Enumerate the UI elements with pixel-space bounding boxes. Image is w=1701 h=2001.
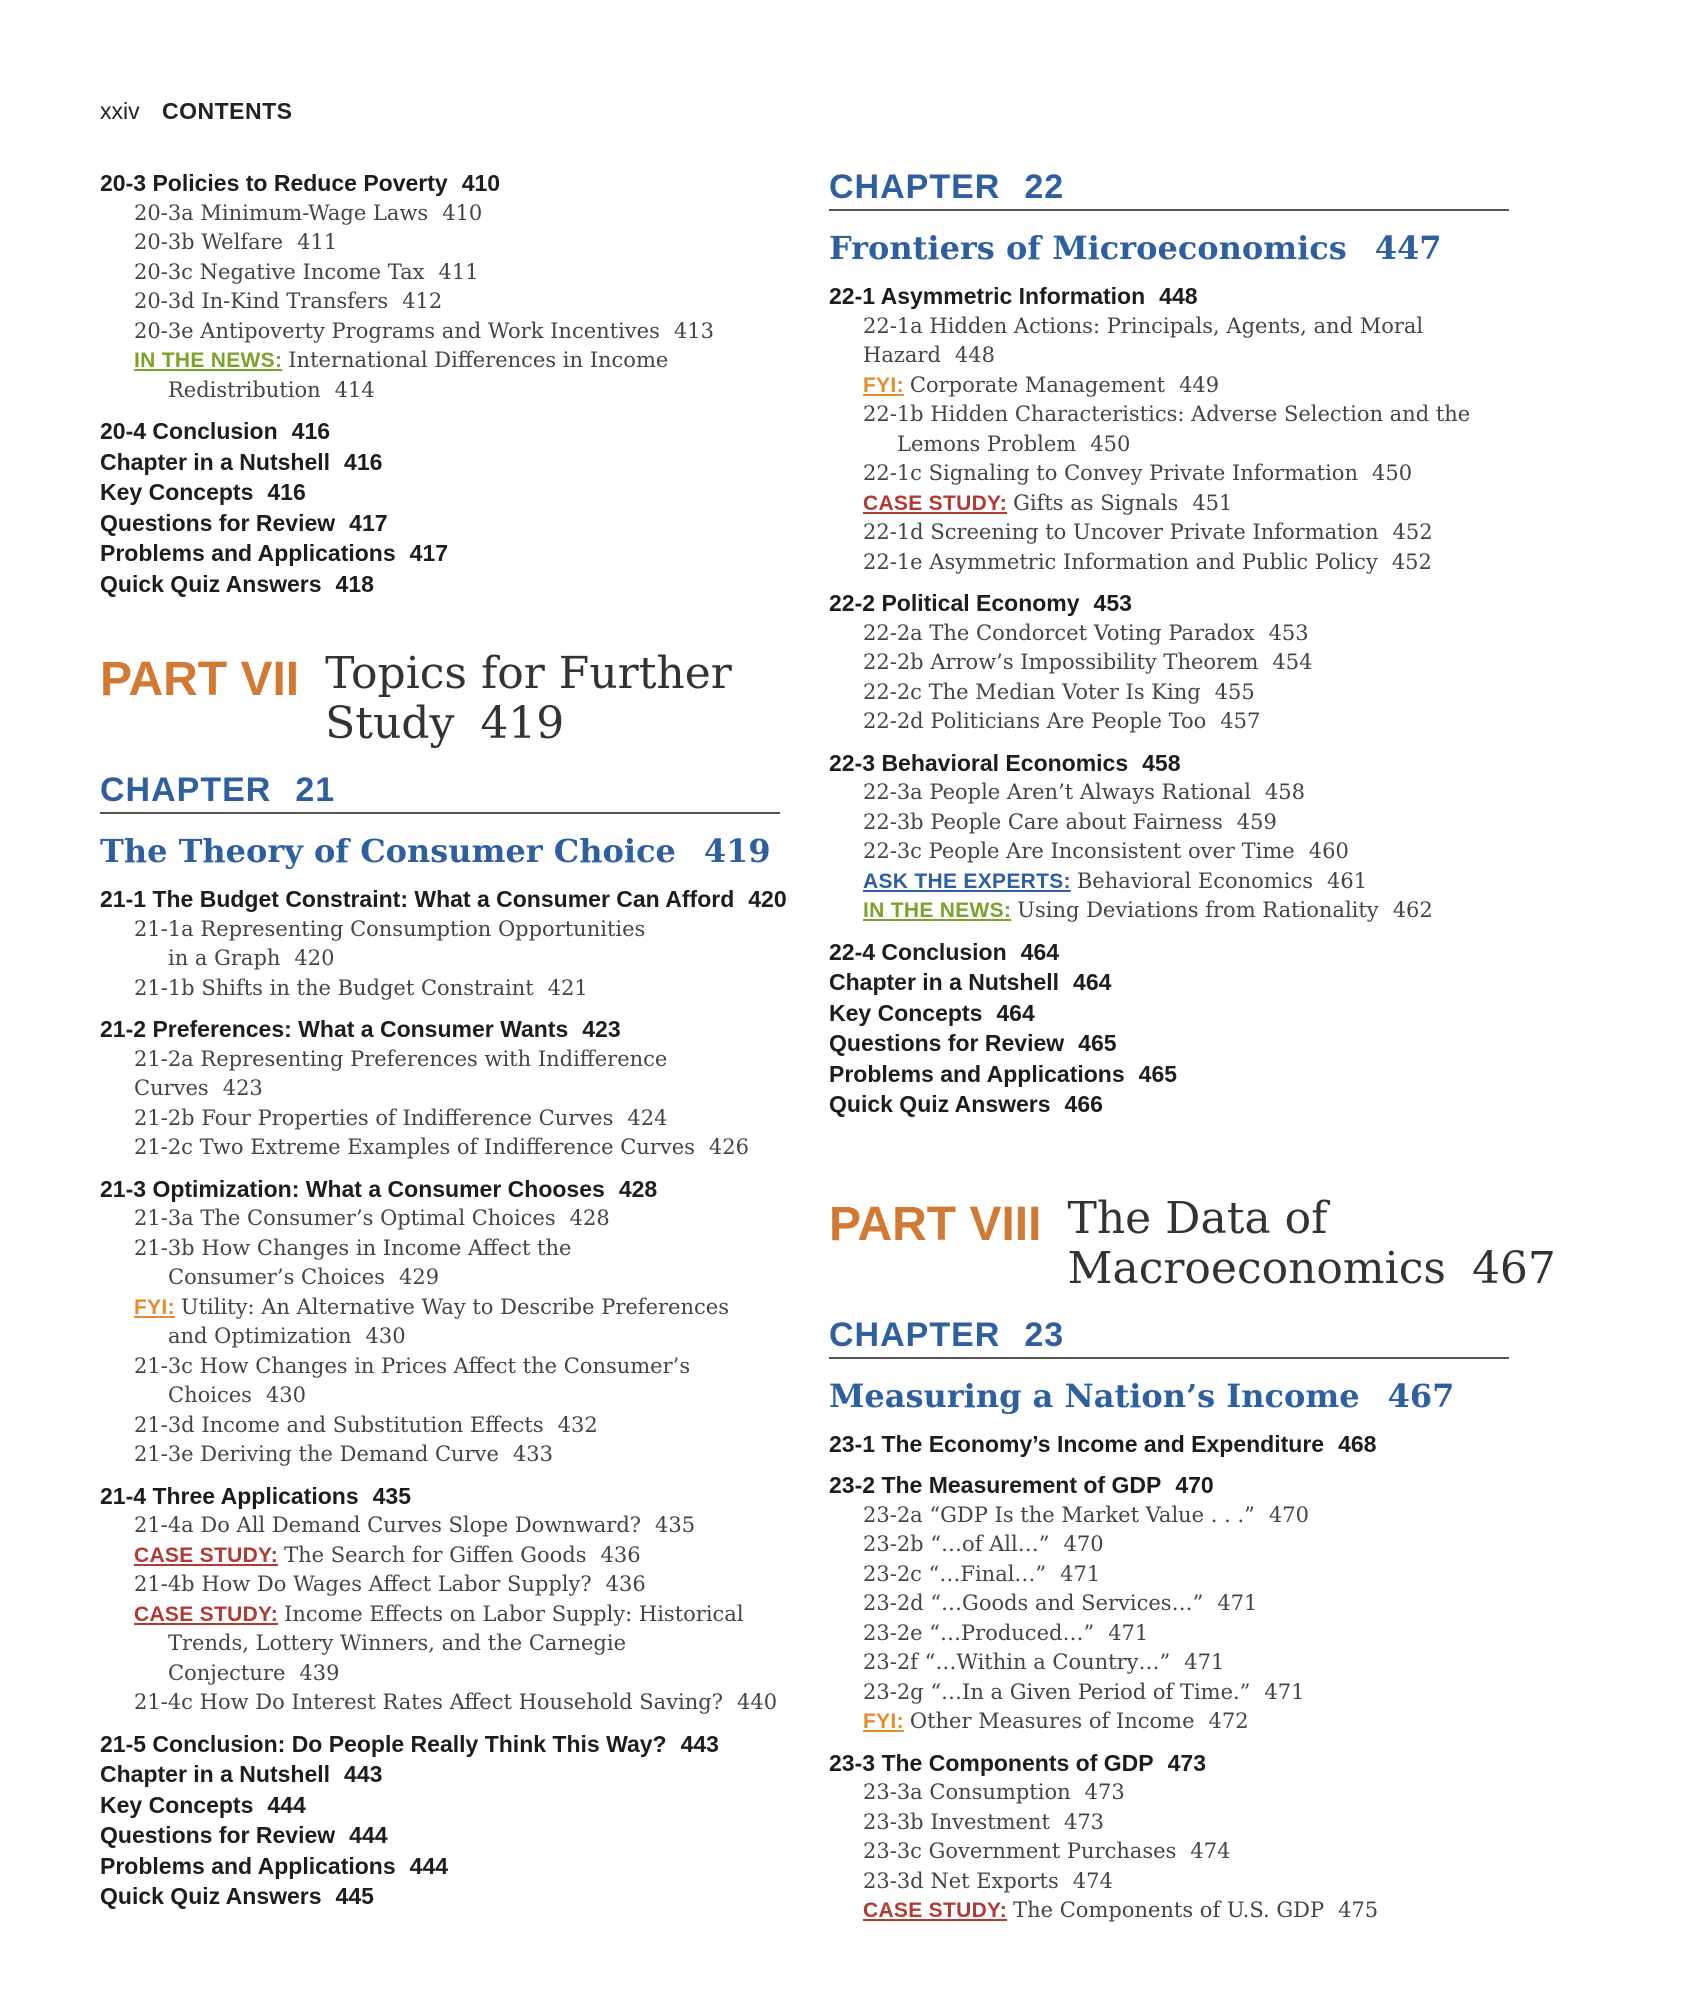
toc-subsection[interactable]: 22-1a Hidden Actions: Principals, Agents, and Moral Hazard 448 bbox=[863, 313, 1424, 367]
toc-section[interactable]: 23-3 The Components of GDP 473 bbox=[829, 1749, 1206, 1776]
toc-continuation: Conjecture 439 bbox=[168, 1660, 340, 1685]
toc-feature-case[interactable]: CASE STUDY: Income Effects on Labor Supply: Historical bbox=[134, 1601, 744, 1626]
toc-subsection[interactable]: 21-3c How Changes in Prices Affect the Consumer’s bbox=[134, 1353, 691, 1378]
toc-subsection[interactable]: 23-2a “GDP Is the Market Value . . .” 470 bbox=[863, 1502, 1309, 1527]
part-title: The Data of Macroeconomics 467 bbox=[1067, 1192, 1556, 1294]
toc-subsection[interactable]: 20-3d In-Kind Transfers 412 bbox=[134, 289, 443, 313]
toc-end-item[interactable]: Problems and Applications 417 bbox=[100, 540, 449, 566]
toc-continuation: Redistribution 414 bbox=[168, 377, 375, 402]
fyi-tag: FYI: bbox=[134, 1295, 175, 1319]
right-column bbox=[829, 168, 1556, 1926]
toc-section[interactable]: 21-4 Three Applications 435 bbox=[100, 1482, 411, 1509]
toc-subsection[interactable]: 23-2g “…In a Given Period of Time.” 471 bbox=[863, 1679, 1305, 1704]
toc-section[interactable]: 23-2 The Measurement of GDP 470 bbox=[829, 1472, 1214, 1498]
toc-subsection[interactable]: 22-3a People Aren’t Always Rational 458 bbox=[863, 780, 1306, 804]
toc-subsection[interactable]: 23-3d Net Exports 474 bbox=[863, 1868, 1113, 1893]
toc-subsection[interactable]: 23-2e “…Produced…” 471 bbox=[863, 1620, 1149, 1645]
toc-continuation: in a Graph 420 bbox=[168, 946, 335, 970]
left-column bbox=[100, 168, 790, 1912]
in-the-news-tag: IN THE NEWS: bbox=[134, 349, 283, 372]
toc-section[interactable]: 21-2 Preferences: What a Consumer Wants 423 bbox=[100, 1016, 621, 1042]
toc-subsection[interactable]: 23-2c “…Final…” 471 bbox=[863, 1561, 1101, 1586]
chapter-label: CHAPTER 23 bbox=[829, 1316, 1509, 1359]
toc-feature-news[interactable]: IN THE NEWS: Using Deviations from Rationality 462 bbox=[863, 898, 1433, 922]
toc-end-item[interactable]: Key Concepts 444 bbox=[100, 1791, 306, 1818]
toc-end-item[interactable]: Quick Quiz Answers 418 bbox=[100, 570, 374, 597]
toc-section[interactable]: 21-3 Optimization: What a Consumer Chooses 428 bbox=[100, 1175, 658, 1202]
toc-subsection[interactable]: 23-3b Investment 473 bbox=[863, 1809, 1105, 1834]
toc-subsection[interactable]: 22-1e Asymmetric Information and Public Policy 452 bbox=[863, 549, 1432, 574]
toc-subsection[interactable]: 21-3b How Changes in Income Affect the bbox=[134, 1235, 572, 1260]
part-label: PART VII bbox=[100, 653, 300, 706]
toc-end-item[interactable]: Problems and Applications 444 bbox=[100, 1852, 449, 1879]
toc-subsection[interactable]: 21-3e Deriving the Demand Curve 433 bbox=[134, 1442, 553, 1466]
toc-subsection[interactable]: 22-2a The Condorcet Voting Paradox 453 bbox=[863, 620, 1309, 645]
toc-subsection[interactable]: 21-2a Representing Preferences with Indifference Curves 423 bbox=[134, 1046, 668, 1100]
fyi-tag: FYI: bbox=[863, 1710, 904, 1733]
toc-feature-case[interactable]: CASE STUDY: The Search for Giffen Goods 436 bbox=[134, 1542, 641, 1567]
toc-feature-case[interactable]: CASE STUDY: The Components of U.S. GDP 475 bbox=[863, 1898, 1379, 1922]
toc-subsection[interactable]: 21-4b How Do Wages Affect Labor Supply? 436 bbox=[134, 1572, 646, 1596]
toc-end-item[interactable]: Key Concepts 416 bbox=[100, 479, 306, 505]
toc-continuation: and Optimization 430 bbox=[168, 1324, 406, 1348]
toc-subsection[interactable]: 20-3a Minimum-Wage Laws 410 bbox=[134, 200, 483, 225]
case-study-tag: CASE STUDY: bbox=[134, 1602, 279, 1626]
toc-subsection[interactable]: 21-2b Four Properties of Indifference Curves 424 bbox=[134, 1105, 668, 1130]
toc-continuation: Choices 430 bbox=[168, 1383, 307, 1407]
page-number: xxiv bbox=[100, 98, 140, 124]
chapter-label: CHAPTER 22 bbox=[829, 168, 1509, 211]
toc-subsection[interactable]: 20-3c Negative Income Tax 411 bbox=[134, 259, 479, 284]
toc-feature-ask[interactable]: ASK THE EXPERTS: Behavioral Economics 461 bbox=[863, 868, 1368, 893]
toc-subsection[interactable]: 23-3c Government Purchases 474 bbox=[863, 1839, 1231, 1863]
toc-end-item[interactable]: Questions for Review 465 bbox=[829, 1030, 1117, 1056]
toc-end-item[interactable]: 22-4 Conclusion 464 bbox=[829, 938, 1060, 965]
part-label: PART VIII bbox=[829, 1197, 1042, 1251]
toc-continuation: Lemons Problem 450 bbox=[897, 431, 1131, 456]
toc-end-item[interactable]: Chapter in a Nutshell 416 bbox=[100, 448, 383, 475]
toc-subsection[interactable]: 22-1d Screening to Uncover Private Information 452 bbox=[863, 520, 1433, 544]
toc-end-item[interactable]: Questions for Review 417 bbox=[100, 509, 388, 536]
toc-end-item[interactable]: 21-5 Conclusion: Do People Really Think This Way? 443 bbox=[100, 1730, 719, 1757]
case-study-tag: CASE STUDY: bbox=[134, 1543, 279, 1567]
toc-subsection[interactable]: 22-3b People Care about Fairness 459 bbox=[863, 809, 1277, 834]
toc-subsection[interactable]: 23-2f “…Within a Country…” 471 bbox=[863, 1650, 1225, 1674]
toc-subsection[interactable]: 20-3b Welfare 411 bbox=[134, 230, 338, 254]
chapter-label: CHAPTER 21 bbox=[100, 771, 780, 814]
toc-end-item[interactable]: 20-4 Conclusion 416 bbox=[100, 418, 331, 444]
chapter-title[interactable]: Measuring a Nation’s Income 467 bbox=[829, 1376, 1455, 1415]
toc-subsection[interactable]: 23-2b “…of All…” 470 bbox=[863, 1532, 1104, 1556]
toc-section[interactable]: 22-1 Asymmetric Information 448 bbox=[829, 283, 1198, 309]
toc-section[interactable]: 22-3 Behavioral Economics 458 bbox=[829, 749, 1181, 776]
toc-feature-case[interactable]: CASE STUDY: Gifts as Signals 451 bbox=[863, 490, 1233, 515]
part-heading bbox=[829, 1192, 1556, 1294]
toc-feature-news[interactable]: IN THE NEWS: International Differences in Income bbox=[134, 348, 669, 372]
toc-subsection[interactable]: 23-3a Consumption 473 bbox=[863, 1780, 1125, 1804]
toc-end-item[interactable]: Key Concepts 464 bbox=[829, 999, 1035, 1026]
toc-feature-fyi[interactable]: FYI: Other Measures of Income 472 bbox=[863, 1709, 1249, 1733]
toc-subsection[interactable]: 21-1b Shifts in the Budget Constraint 421 bbox=[134, 975, 588, 1000]
toc-end-item[interactable]: Chapter in a Nutshell 464 bbox=[829, 969, 1112, 995]
fyi-tag: FYI: bbox=[863, 373, 904, 397]
toc-end-item[interactable]: Problems and Applications 465 bbox=[829, 1060, 1178, 1087]
toc-subsection[interactable]: 22-2b Arrow’s Impossibility Theorem 454 bbox=[863, 650, 1313, 674]
part-heading bbox=[100, 649, 790, 749]
part-title: Topics for Further Study 419 bbox=[325, 648, 732, 749]
ask-the-experts-tag: ASK THE EXPERTS: bbox=[863, 869, 1071, 893]
toc-end-item[interactable]: Questions for Review 444 bbox=[100, 1822, 388, 1848]
toc-section[interactable]: 23-1 The Economy’s Income and Expenditure 468 bbox=[829, 1430, 1377, 1457]
toc-end-item[interactable]: Quick Quiz Answers 466 bbox=[829, 1091, 1103, 1117]
toc-subsection[interactable]: 22-1c Signaling to Convey Private Information 450 bbox=[863, 461, 1413, 485]
toc-subsection[interactable]: 21-4a Do All Demand Curves Slope Downward? 435 bbox=[134, 1513, 696, 1537]
in-the-news-tag: IN THE NEWS: bbox=[863, 899, 1012, 922]
toc-subsection[interactable]: 22-3c People Are Inconsistent over Time 460 bbox=[863, 839, 1349, 863]
page-header bbox=[100, 98, 293, 125]
toc-continuation: Trends, Lottery Winners, and the Carnegie bbox=[168, 1631, 627, 1655]
chapter-title[interactable]: The Theory of Consumer Choice 419 bbox=[100, 832, 771, 870]
toc-subsection[interactable]: 22-2c The Median Voter Is King 455 bbox=[863, 679, 1255, 704]
toc-section[interactable]: 22-2 Political Economy 453 bbox=[829, 590, 1132, 616]
toc-subsection[interactable]: 23-2d “…Goods and Services…” 471 bbox=[863, 1591, 1258, 1615]
toc-subsection[interactable]: 21-3d Income and Substitution Effects 432 bbox=[134, 1412, 598, 1437]
toc-feature-fyi[interactable]: FYI: Corporate Management 449 bbox=[863, 372, 1220, 397]
toc-subsection[interactable]: 22-2d Politicians Are People Too 457 bbox=[863, 709, 1261, 733]
toc-subsection[interactable]: 21-1a Representing Consumption Opportunities bbox=[134, 916, 646, 941]
page-title: CONTENTS bbox=[162, 98, 293, 124]
case-study-tag: CASE STUDY: bbox=[863, 491, 1008, 515]
toc-continuation: Consumer’s Choices 429 bbox=[168, 1265, 440, 1289]
toc-subsection[interactable]: 21-4c How Do Interest Rates Affect Household Saving? 440 bbox=[134, 1690, 778, 1714]
toc-subsection[interactable]: 22-1b Hidden Characteristics: Adverse Selection and the bbox=[863, 402, 1471, 426]
toc-section[interactable]: 21-1 The Budget Constraint: What a Consumer Can Afford 420 bbox=[100, 886, 787, 912]
toc-end-item[interactable]: Quick Quiz Answers 445 bbox=[100, 1883, 374, 1909]
case-study-tag: CASE STUDY: bbox=[863, 1899, 1008, 1922]
toc-subsection[interactable]: 21-3a The Consumer’s Optimal Choices 428 bbox=[134, 1206, 610, 1230]
toc-subsection[interactable]: 20-3e Antipoverty Programs and Work Incentives 413 bbox=[134, 318, 714, 343]
toc-section[interactable]: 20-3 Policies to Reduce Poverty 410 bbox=[100, 170, 501, 196]
toc-feature-fyi[interactable]: FYI: Utility: An Alternative Way to Describe Preferences bbox=[134, 1294, 729, 1319]
chapter-title[interactable]: Frontiers of Microeconomics 447 bbox=[829, 229, 1442, 267]
toc-end-item[interactable]: Chapter in a Nutshell 443 bbox=[100, 1761, 383, 1787]
toc-subsection[interactable]: 21-2c Two Extreme Examples of Indifference Curves 426 bbox=[134, 1135, 749, 1159]
